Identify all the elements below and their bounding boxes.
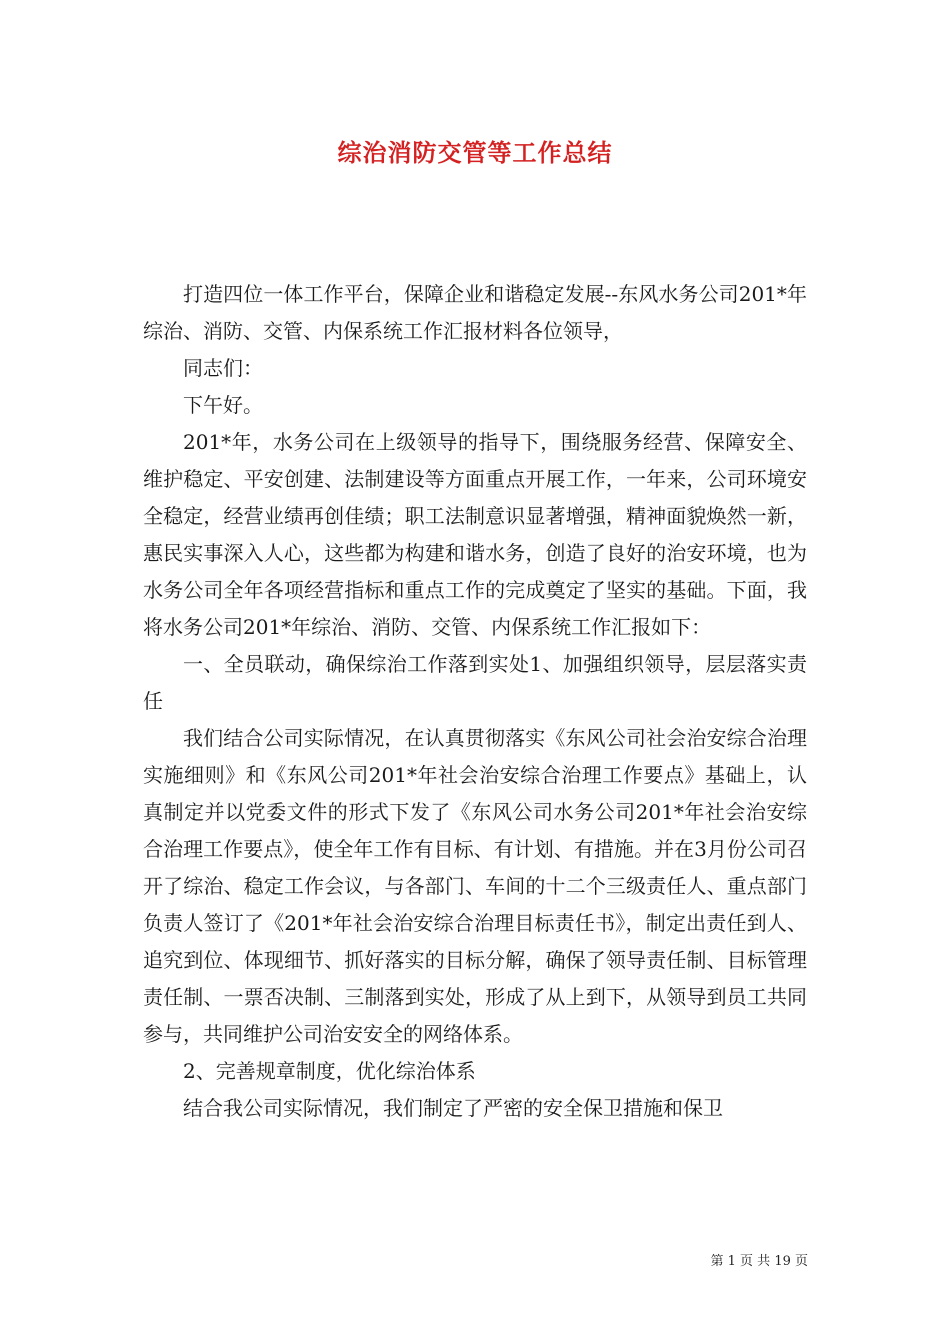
section-heading: 2、完善规章制度，优化综治体系: [183, 1059, 476, 1083]
paragraph: 结合我公司实际情况，我们制定了严密的安全保卫措施和保卫: [183, 1096, 723, 1120]
paragraph: 打造四位一体工作平台，保障企业和谐稳定发展--东风水务公司201*年综治、消防、交管、内保系统工作汇报材料各位领导，: [143, 282, 807, 343]
page-number: 第 1 页 共 19 页: [710, 1254, 808, 1269]
paragraph: 我们结合公司实际情况，在认真贯彻落实《东风公司社会治安综合治理实施细则》和《东风公司201*年社会治安综合治理工作要点》基础上，认真制定并以党委文件的形式下发了《东风公司水务公司201*年社会治安综合治理工作要点》，使全年工作有目标、有计划、有措施。并在3月份公司召开了综治、稳定工作会议，与各部门、车间的十二个三级责任人、重点部门负责人签订了《201*年社会治安综合治理目标责任书》，制定出责任到人、追究到位、体现细节、抓好落实的目标分解，确保了领导责任制、目标管理责任制、一票否决制、三制落到实处，形成了从上到下，从领导到员工共同参与，共同维护公司治安安全的网络体系。: [143, 726, 807, 1046]
document-body: [143, 276, 807, 1127]
paragraph: 201*年，水务公司在上级领导的指导下，围绕服务经营、保障安全、维护稳定、平安创建、法制建设等方面重点开展工作，一年来，公司环境安全稳定，经营业绩再创佳绩；职工法制意识显著增强，精神面貌焕然一新，惠民实事深入人心，这些都为构建和谐水务，创造了良好的治安环境，也为水务公司全年各项经营指标和重点工作的完成奠定了坚实的基础。下面，我将水务公司201*年综治、消防、交管、内保系统工作汇报如下：: [143, 430, 807, 639]
page-title: 综治消防交管等工作总结: [337, 138, 613, 167]
paragraph: 下午好。: [183, 393, 263, 417]
section-heading: 一、全员联动，确保综治工作落到实处1、加强组织领导，层层落实责任: [143, 652, 807, 713]
paragraph: 同志们：: [183, 356, 263, 380]
